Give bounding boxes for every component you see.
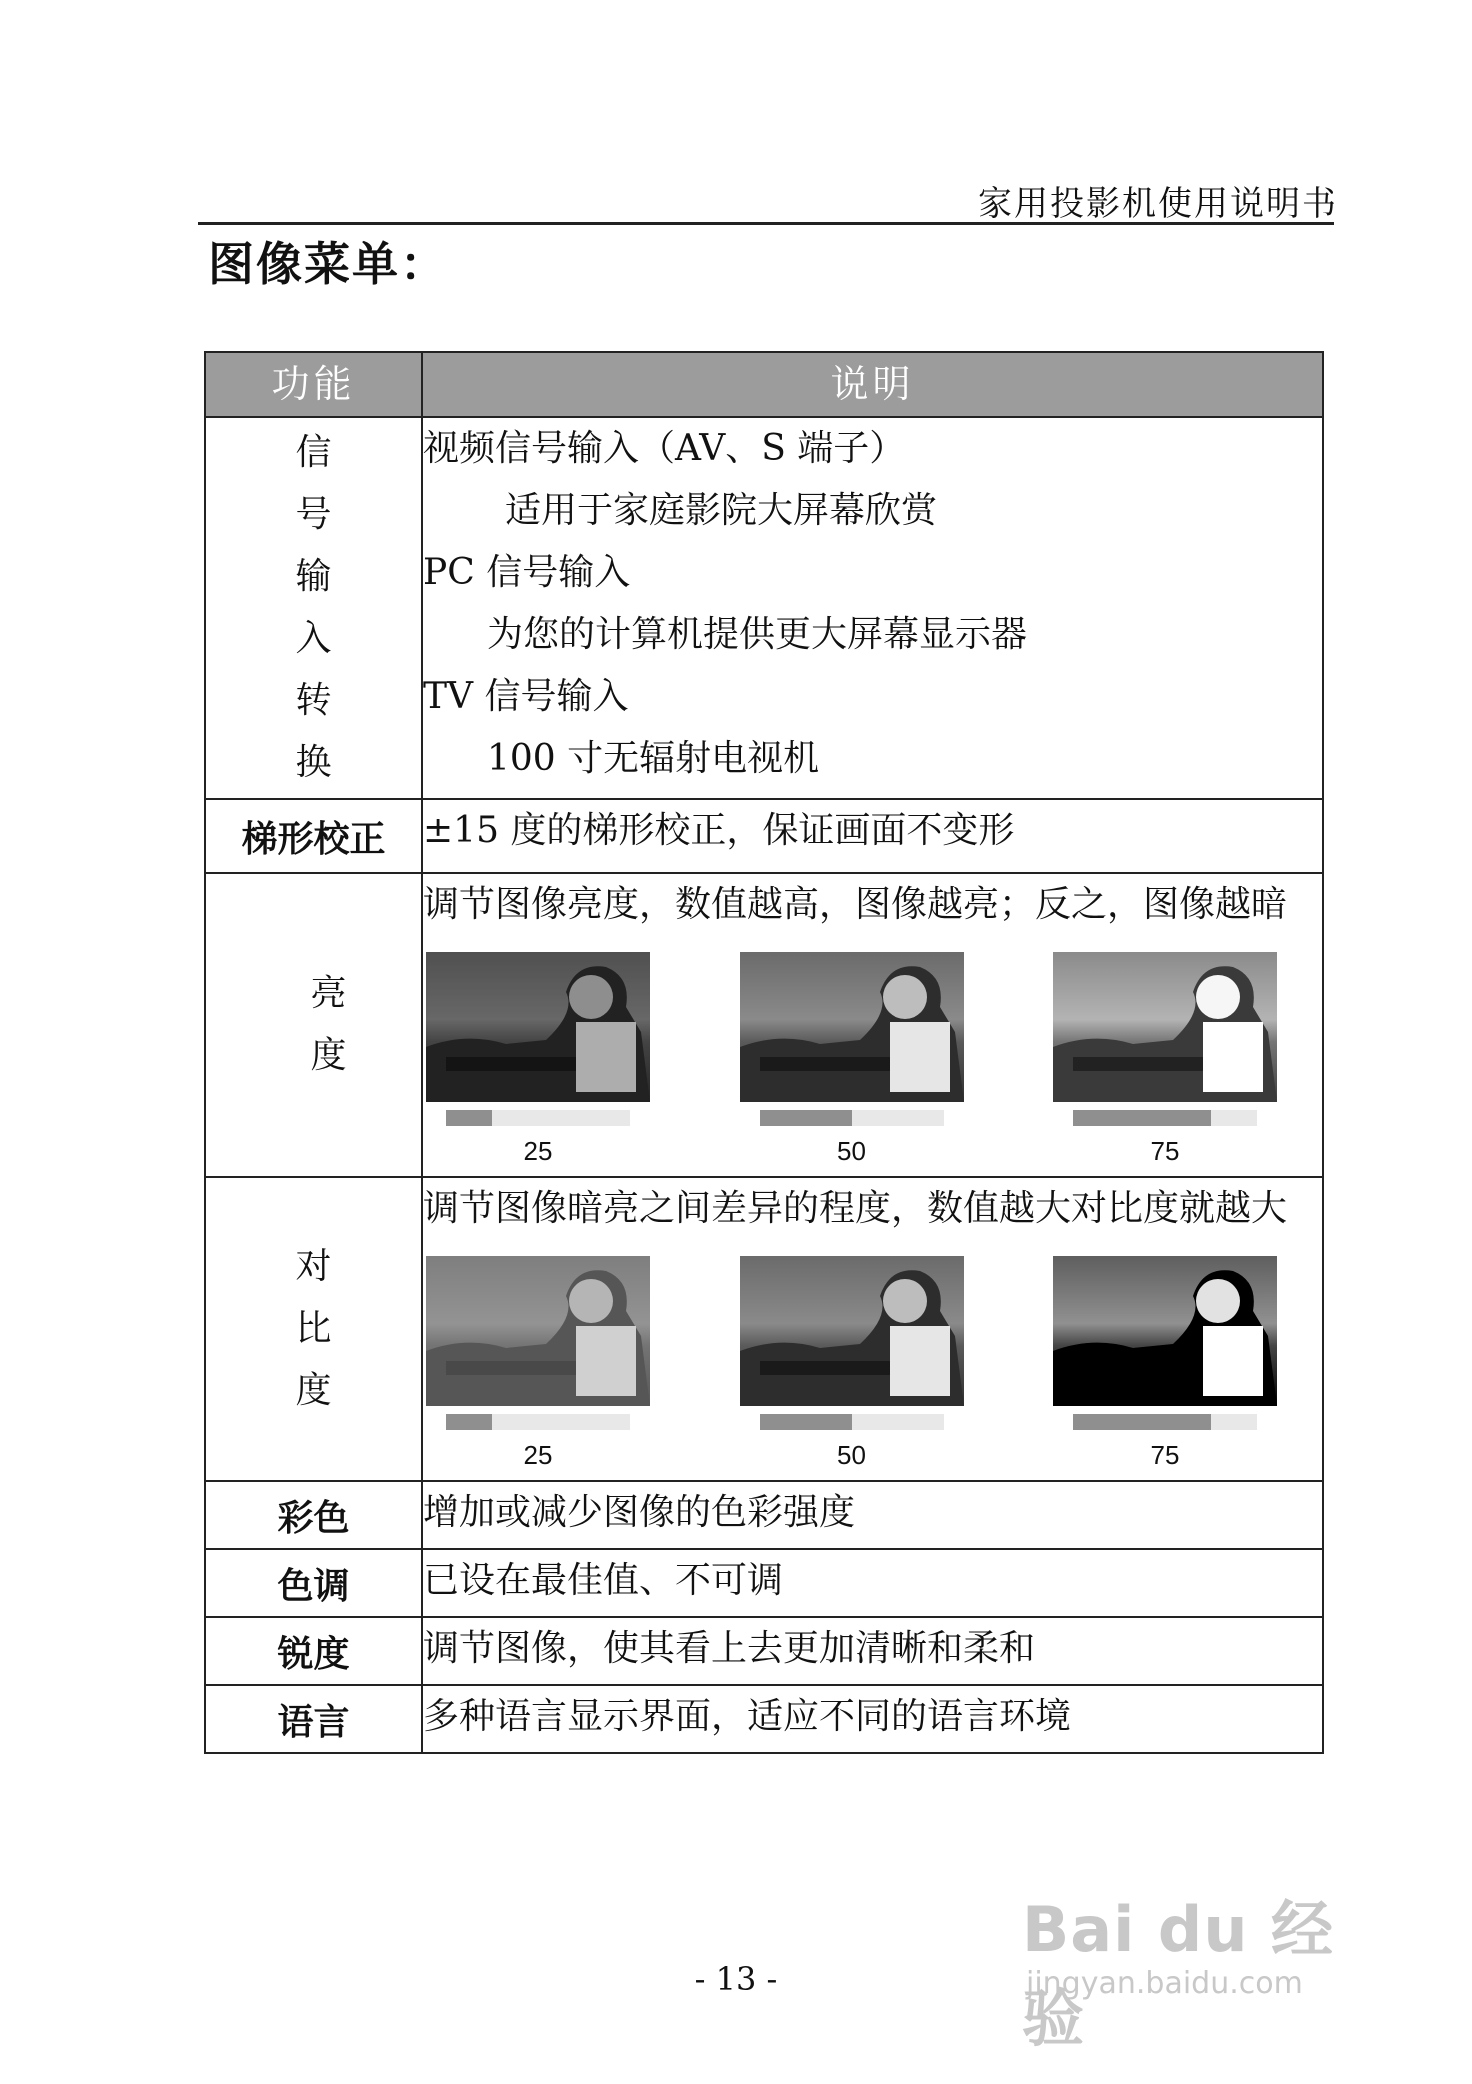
desc-line: 适用于家庭影院大屏幕欣赏 xyxy=(505,490,938,531)
table-row-keystone xyxy=(205,799,1323,873)
level-bar xyxy=(1073,1414,1257,1430)
header-function: 功能 xyxy=(205,352,422,417)
function-signal-input xyxy=(205,417,422,799)
level-label: 75 xyxy=(1150,1136,1180,1166)
func-char: 输 xyxy=(295,556,332,597)
level-bar xyxy=(446,1110,630,1126)
description-keystone: ±15 度的梯形校正，保证画面不变形 xyxy=(422,799,1323,873)
desc-line: 为您的计算机提供更大屏幕显示器 xyxy=(487,614,1028,655)
func-char: 转 xyxy=(295,680,332,721)
brightness-sample xyxy=(1052,952,1278,1166)
level-bar-fill xyxy=(446,1414,492,1430)
description-signal-input xyxy=(422,417,1323,799)
level-bar xyxy=(760,1414,944,1430)
watermark xyxy=(1022,1880,1382,2055)
table-row-language xyxy=(205,1685,1323,1753)
contrast-sample xyxy=(739,1256,965,1470)
function-tint: 色调 xyxy=(205,1549,422,1617)
level-label: 50 xyxy=(837,1136,866,1166)
watermark-brand: Bai du 经验 xyxy=(1022,1893,1335,2055)
func-char: 对 xyxy=(295,1246,332,1287)
level-bar xyxy=(446,1414,630,1430)
level-bar-fill xyxy=(446,1110,492,1126)
description-color: 增加或减少图像的色彩强度 xyxy=(422,1481,1323,1549)
level-bar-fill xyxy=(1073,1414,1211,1430)
func-char: 入 xyxy=(295,618,332,659)
sample-photo xyxy=(426,952,650,1102)
function-language: 语言 xyxy=(205,1685,422,1753)
level-bar-fill xyxy=(1073,1110,1211,1126)
level-bar-fill xyxy=(760,1414,852,1430)
table-row-signal-input xyxy=(205,417,1323,799)
table-row-contrast xyxy=(205,1177,1323,1481)
desc-text: 调节图像亮度，数值越高，图像越亮；反之，图像越暗 xyxy=(423,884,1288,925)
desc-line: 100 寸无辐射电视机 xyxy=(487,738,820,779)
func-char: 号 xyxy=(295,494,332,535)
sample-photo xyxy=(1053,952,1277,1102)
contrast-sample xyxy=(1052,1256,1278,1470)
func-char: 比 xyxy=(295,1308,332,1349)
desc-text: 调节图像暗亮之间差异的程度，数值越大对比度就越大 xyxy=(423,1188,1288,1229)
func-char: 亮 xyxy=(310,973,347,1014)
level-label: 25 xyxy=(523,1440,553,1470)
document-header-title: 家用投影机使用说明书 xyxy=(978,184,1338,224)
contrast-sample xyxy=(425,1256,651,1470)
function-keystone: 梯形校正 xyxy=(205,799,422,873)
brightness-sample xyxy=(425,952,651,1166)
brightness-sample xyxy=(739,952,965,1166)
description-contrast xyxy=(422,1177,1323,1481)
sample-photo xyxy=(740,1256,964,1406)
level-bar xyxy=(1073,1110,1257,1126)
level-label: 50 xyxy=(837,1440,866,1470)
sample-photo xyxy=(1053,1256,1277,1406)
page-number: - 13 - xyxy=(694,1960,778,1998)
description-tint: 已设在最佳值、不可调 xyxy=(422,1549,1323,1617)
sample-photo xyxy=(426,1256,650,1406)
sample-photo xyxy=(740,952,964,1102)
level-label: 25 xyxy=(523,1136,553,1166)
table-row-color xyxy=(205,1481,1323,1549)
header-description: 说明 xyxy=(422,352,1323,417)
description-language: 多种语言显示界面，适应不同的语言环境 xyxy=(422,1685,1323,1753)
section-title: 图像菜单： xyxy=(208,237,448,291)
desc-line: PC 信号输入 xyxy=(423,552,631,593)
table-row-sharpness xyxy=(205,1617,1323,1685)
table-row-tint xyxy=(205,1549,1323,1617)
level-bar xyxy=(760,1110,944,1126)
desc-line: TV 信号输入 xyxy=(423,676,629,717)
function-contrast xyxy=(205,1177,422,1481)
func-char: 度 xyxy=(295,1370,332,1411)
func-char: 信 xyxy=(295,432,332,473)
description-sharpness: 调节图像，使其看上去更加清晰和柔和 xyxy=(422,1617,1323,1685)
func-char: 换 xyxy=(295,742,332,783)
level-label: 75 xyxy=(1150,1440,1180,1470)
description-brightness xyxy=(422,873,1323,1177)
function-color: 彩色 xyxy=(205,1481,422,1549)
function-brightness xyxy=(205,873,422,1177)
func-char: 度 xyxy=(310,1035,347,1076)
header-divider xyxy=(198,222,1334,225)
table-header-row xyxy=(205,352,1323,417)
contrast-samples xyxy=(423,1240,1298,1480)
function-sharpness: 锐度 xyxy=(205,1617,422,1685)
level-bar-fill xyxy=(760,1110,852,1126)
desc-line: 视频信号输入（AV、S 端子） xyxy=(423,428,906,469)
watermark-url: jingyan.baidu.com xyxy=(1026,1966,1303,2001)
brightness-samples xyxy=(423,936,1298,1176)
table-row-brightness xyxy=(205,873,1323,1177)
image-menu-table xyxy=(204,351,1324,1754)
